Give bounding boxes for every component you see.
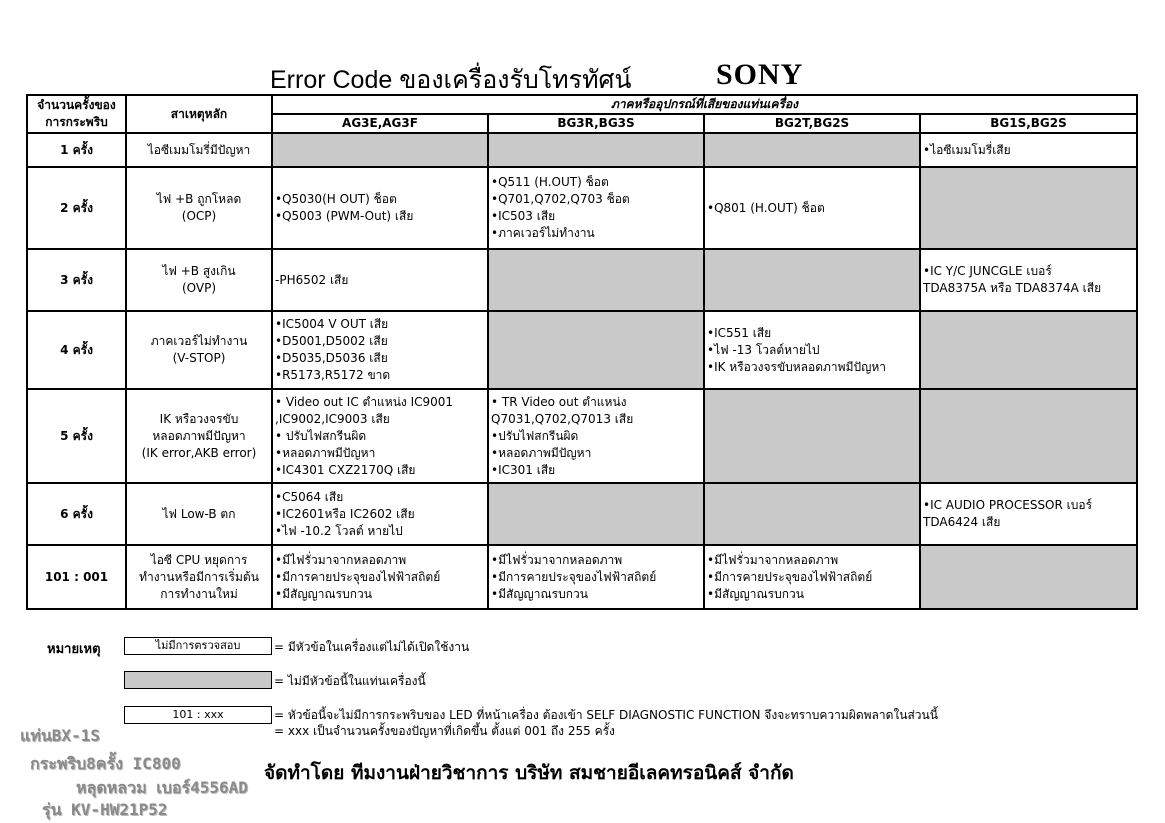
not-applicable-cell bbox=[920, 545, 1137, 609]
fault-line: •C5064 เสีย bbox=[275, 489, 344, 504]
fault-cell bbox=[704, 311, 920, 389]
fault-cell bbox=[488, 545, 704, 609]
fault-line: •หลอดภาพมีปัญหา bbox=[491, 445, 592, 460]
fault-line: •IK หรือวงจรขับหลอดภาพมีปัญหา bbox=[707, 359, 886, 374]
cause-cell bbox=[126, 133, 272, 167]
fault-line: •หลอดภาพมีปัญหา bbox=[275, 445, 376, 460]
fault-line: •IC503 เสีย bbox=[491, 209, 556, 223]
title-row bbox=[270, 58, 970, 98]
not-applicable-cell bbox=[488, 311, 704, 389]
not-applicable-cell bbox=[272, 133, 488, 167]
legend-101-text: = หัวข้อนี้จะไม่มีการกระพริบของ LED ที่หน้าเครื่อง ต้องเข้า SELF DIAGNOSTIC FUNCTION จึงจะทราบความผิดพลาดในส่วนนี้ bbox=[274, 708, 938, 722]
cause-line: ไอซี CPU หยุดการ bbox=[150, 552, 248, 567]
fault-line: •Q701,Q702,Q703 ช็อต bbox=[491, 192, 630, 206]
fault-line: •D5035,D5036 เสีย bbox=[275, 351, 388, 365]
cause-cell bbox=[126, 545, 272, 609]
fault-line: •R5173,R5172 ขาด bbox=[275, 368, 391, 382]
fault-cell bbox=[704, 545, 920, 609]
fault-line: •ภาคเวอร์ไม่ทำงาน bbox=[491, 226, 595, 240]
legend-not-checked-text: = มีหัวข้อในเครื่องแต่ไม่ได้เปิดใช้งาน bbox=[274, 640, 470, 654]
page-title: Error Code ของเครื่องรับโทรทัศน์ bbox=[270, 66, 632, 94]
model-header: AG3E,AG3F bbox=[272, 114, 488, 133]
fault-cell bbox=[704, 167, 920, 249]
legend-101-range-text: = xxx เป็นจำนวนครั้งของปัญหาที่เกิดขึ้น ตั้งแต่ 001 ถึง 255 ครั้ง bbox=[274, 724, 615, 738]
overlay-stamp-line: รุ่น KV-HW21P52 bbox=[42, 800, 168, 819]
cause-line: (OCP) bbox=[181, 209, 217, 223]
table-row bbox=[27, 389, 1137, 483]
blink-count-cell: 4 ครั้ง bbox=[27, 311, 126, 389]
overlay-stamp-line: หลุดหลวม เบอร์4556AD bbox=[76, 778, 248, 797]
brand-logo: SONY bbox=[716, 58, 804, 91]
fault-line: •มีการคายประจุของไฟฟ้าสถิตย์ bbox=[491, 569, 657, 584]
fault-line: •มีสัญญาณรบกวน bbox=[707, 586, 804, 601]
fault-cell bbox=[272, 311, 488, 389]
fault-cell bbox=[920, 133, 1137, 167]
fault-line: •IC301 เสีย bbox=[491, 462, 556, 477]
cause-header: สาเหตุหลัก bbox=[126, 95, 272, 133]
fault-line: TDA8375A หรือ TDA8374A เสีย bbox=[923, 281, 1102, 295]
blink-count-cell: 101 : 001 bbox=[27, 545, 126, 609]
fault-line: •D5001,D5002 เสีย bbox=[275, 334, 388, 348]
fault-line: •มีการคายประจุของไฟฟ้าสถิตย์ bbox=[707, 569, 873, 584]
fault-line: •มีสัญญาณรบกวน bbox=[491, 586, 588, 601]
fault-line: ,IC9002,IC9003 เสีย bbox=[275, 411, 390, 426]
cause-line: การทำงานใหม่ bbox=[160, 586, 238, 601]
fault-line: •IC5004 V OUT เสีย bbox=[275, 317, 389, 331]
fault-line: •ไฟ -13 โวลต์หายไป bbox=[707, 342, 820, 357]
not-applicable-cell bbox=[920, 167, 1137, 249]
not-applicable-cell bbox=[704, 133, 920, 167]
fault-line: TDA6424 เสีย bbox=[923, 515, 1001, 529]
table-row bbox=[27, 311, 1137, 389]
fault-cell bbox=[272, 483, 488, 545]
fault-cell bbox=[272, 249, 488, 311]
notes-label: หมายเหตุ bbox=[47, 642, 101, 657]
fault-cell bbox=[272, 167, 488, 249]
legend-shaded-text: = ไม่มีหัวข้อนี้ในแท่นเครื่องนี้ bbox=[274, 674, 426, 688]
legend-not-checked-box: ไม่มีการตรวจสอบ bbox=[124, 637, 272, 655]
blink-count-cell: 5 ครั้ง bbox=[27, 389, 126, 483]
cause-line: ทำงานหรือมีการเริ่มต้น bbox=[139, 569, 259, 584]
fault-line: •มีไฟรั่วมาจากหลอดภาพ bbox=[707, 552, 839, 567]
not-applicable-cell bbox=[704, 249, 920, 311]
fault-cell bbox=[920, 483, 1137, 545]
fault-cell bbox=[488, 389, 704, 483]
fault-line: •Q5003 (PWM-Out) เสีย bbox=[275, 209, 414, 223]
not-applicable-cell bbox=[704, 389, 920, 483]
fault-cell bbox=[488, 167, 704, 249]
fault-line: •Q511 (H.OUT) ช็อต bbox=[491, 175, 609, 189]
cause-line: (IK error,AKB error) bbox=[141, 445, 257, 460]
fault-line: Q7031,Q702,Q7013 เสีย bbox=[491, 411, 634, 426]
cause-line: (V-STOP) bbox=[172, 351, 226, 365]
legend-101-box: 101 : xxx bbox=[124, 706, 272, 724]
cause-cell bbox=[126, 389, 272, 483]
not-applicable-cell bbox=[920, 311, 1137, 389]
blink-count-cell: 1 ครั้ง bbox=[27, 133, 126, 167]
cause-cell bbox=[126, 249, 272, 311]
model-header: BG2T,BG2S bbox=[704, 114, 920, 133]
not-applicable-cell bbox=[920, 389, 1137, 483]
fault-line: •ไฟ -10.2 โวลต์ หายไป bbox=[275, 523, 403, 538]
fault-line: •ปรับไฟสกรีนผิด bbox=[491, 428, 579, 443]
fault-line: •มีสัญญาณรบกวน bbox=[275, 586, 372, 601]
fault-line: •IC2601หรือ IC2602 เสีย bbox=[275, 506, 415, 521]
overlay-stamp-line: แท่นBX-1S bbox=[20, 726, 100, 745]
model-header: BG3R,BG3S bbox=[488, 114, 704, 133]
fault-line: •มีการคายประจุของไฟฟ้าสถิตย์ bbox=[275, 569, 441, 584]
blink-count-cell: 3 ครั้ง bbox=[27, 249, 126, 311]
cause-line: IK หรือวงจรขับ bbox=[159, 411, 239, 426]
cause-cell bbox=[126, 167, 272, 249]
cause-line: (OVP) bbox=[181, 281, 217, 295]
cause-line: ไฟ Low-B ตก bbox=[162, 506, 236, 521]
fault-line: •IC Y/C JUNCGLE เบอร์ bbox=[923, 264, 1052, 278]
fault-line: •ไอซีเมมโมรี่เสีย bbox=[923, 142, 1011, 157]
fault-line: • Video out IC ตำแหน่ง IC9001 bbox=[275, 394, 454, 409]
fault-line: • ปรับไฟสกรีนผิด bbox=[275, 428, 367, 443]
blink-count-cell: 2 ครั้ง bbox=[27, 167, 126, 249]
not-applicable-cell bbox=[488, 133, 704, 167]
cause-cell bbox=[126, 483, 272, 545]
not-applicable-cell bbox=[704, 483, 920, 545]
table-row bbox=[27, 249, 1137, 311]
overlay-stamp-line: กระพริบ8ครั้ง IC800 bbox=[30, 754, 181, 773]
fault-line: •มีไฟรั่วมาจากหลอดภาพ bbox=[491, 552, 623, 567]
fault-line: •IC4301 CXZ2170Q เสีย bbox=[275, 462, 416, 477]
error-code-table bbox=[26, 94, 1138, 610]
cause-line: หลอดภาพมีปัญหา bbox=[152, 428, 246, 443]
table-row bbox=[27, 545, 1137, 609]
fault-cell bbox=[920, 249, 1137, 311]
fault-line: •IC551 เสีย bbox=[707, 325, 772, 340]
footer-org: จัดทำโดย ทีมงานฝ่ายวิชาการ บริษัท สมชายอีเลคทรอนิคส์ จำกัด bbox=[264, 762, 794, 784]
model-header: BG1S,BG2S bbox=[920, 114, 1137, 133]
table-body bbox=[27, 133, 1137, 609]
cause-cell bbox=[126, 311, 272, 389]
table-row bbox=[27, 133, 1137, 167]
cause-line: ไอซีเมมโมรี่มีปัญหา bbox=[147, 142, 251, 157]
fault-cell bbox=[272, 389, 488, 483]
not-applicable-cell bbox=[488, 249, 704, 311]
table-row bbox=[27, 483, 1137, 545]
cause-line: ภาคเวอร์ไม่ทำงาน bbox=[150, 334, 248, 348]
fault-line: • TR Video out ตำแหน่ง bbox=[491, 394, 627, 409]
cause-line: ไฟ +B ถูกโหลด bbox=[156, 192, 242, 206]
blink-count-cell: 6 ครั้ง bbox=[27, 483, 126, 545]
fault-cell bbox=[272, 545, 488, 609]
legend-shaded-box bbox=[124, 671, 272, 689]
fault-line: •Q5030(H OUT) ช็อต bbox=[275, 192, 397, 206]
group-header: ภาคหรืออุปกรณ์ที่เสียของแท่นเครื่อง bbox=[272, 95, 1137, 114]
table-row bbox=[27, 167, 1137, 249]
fault-line: •IC AUDIO PROCESSOR เบอร์ bbox=[923, 498, 1093, 512]
fault-line: •มีไฟรั่วมาจากหลอดภาพ bbox=[275, 552, 407, 567]
fault-line: -PH6502 เสีย bbox=[275, 272, 349, 287]
cause-line: ไฟ +B สูงเกิน bbox=[162, 264, 236, 278]
fault-line: •Q801 (H.OUT) ช็อต bbox=[707, 200, 825, 215]
blink-count-header: จำนวนครั้งของการกระพริบ bbox=[27, 95, 126, 133]
not-applicable-cell bbox=[488, 483, 704, 545]
